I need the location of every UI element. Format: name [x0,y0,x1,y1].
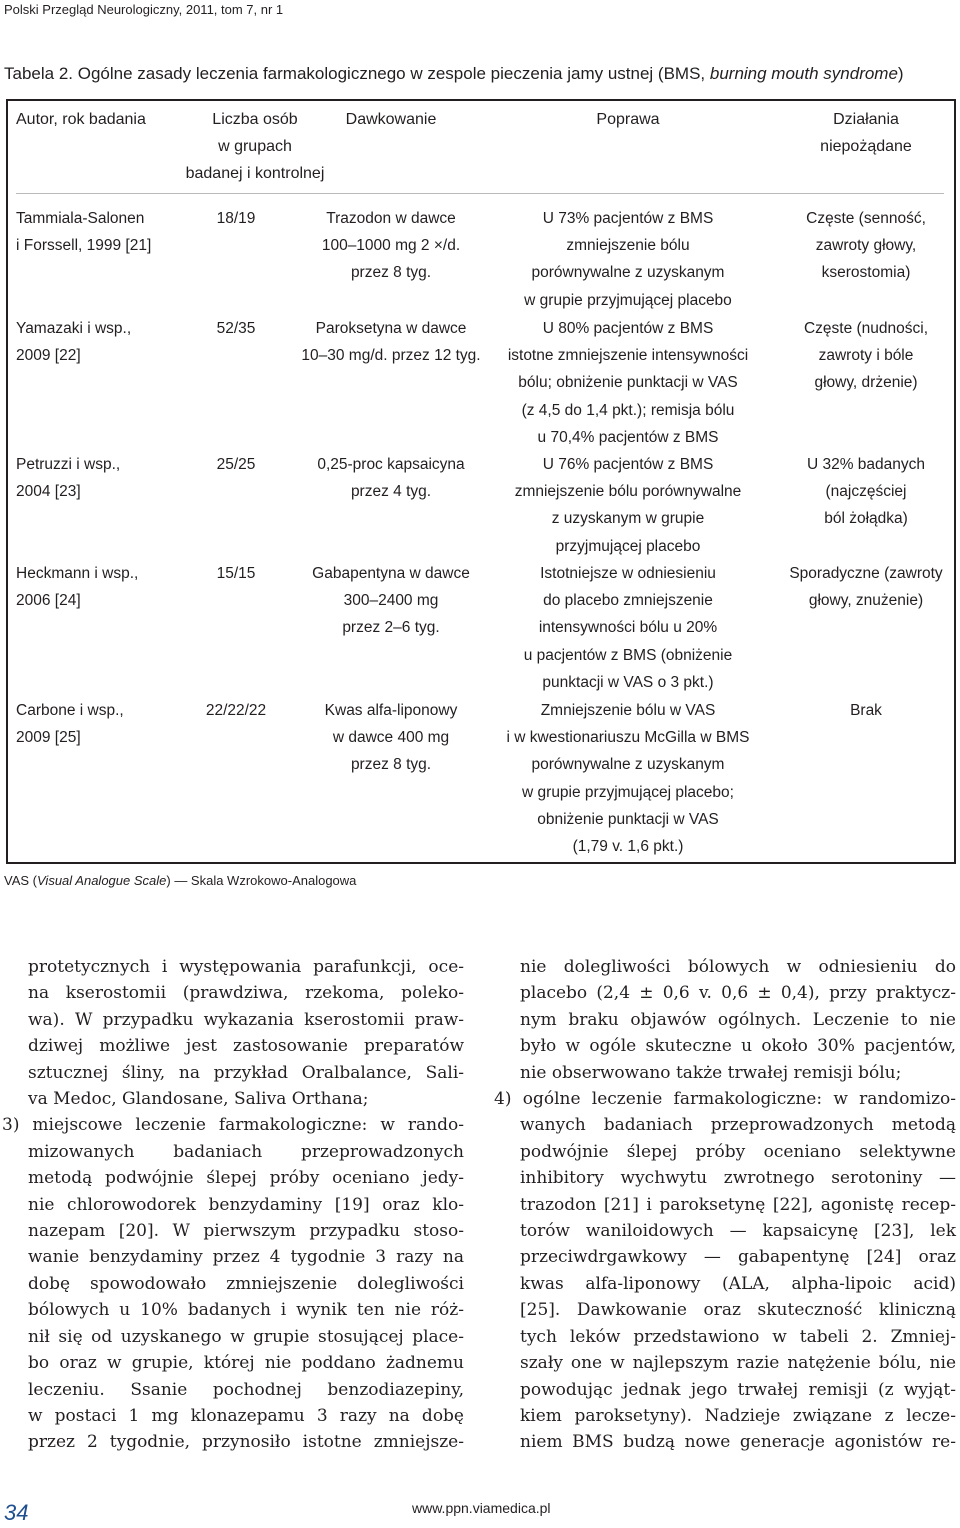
text-line: podwójnie ślepej próby oceniano selektywne [520,1141,956,1162]
footer-url[interactable]: www.ppn.viamedica.pl [412,1500,551,1516]
header-line: Działania [833,111,899,128]
footnote-italic: Visual Analogue Scale [37,873,167,888]
cell-line: Paroksetyna w dawce [315,320,467,337]
cell-line: Częste (nudności, [803,320,929,337]
cell-line: (najczęściej [825,483,907,501]
cell-improvement [488,560,768,696]
text-line: metodą podwójnie ślepej próby oceniano jedy- [28,1168,464,1189]
cell-line: Zmniejszenie bólu w VAS [540,702,716,719]
cell-improvement [488,697,768,860]
cell-side-effects [766,697,960,724]
footnote-post: ) — Skala Wzrokowo-Analogowa [166,873,357,888]
cell-line: Trazodon w dawce [326,210,456,227]
cell-line: 15/15 [216,565,256,582]
cell-line: porównywalne z uzyskanym [531,264,725,282]
cell-line: przyjmującej placebo [555,537,701,555]
cell-author [16,560,138,614]
cell-line: 300–2400 mg [343,592,439,610]
text-line: kiem paroksetyny). Nadzieje związane z lecze- [520,1405,956,1426]
cell-author [16,697,124,751]
header-line: niepożądane [820,138,912,155]
text-line: 4) ogólne leczenie farmakologiczne: w randomizo- [494,1089,956,1110]
caption-italic: burning mouth syndrome [709,64,898,83]
cell-line: 2009 [25] [16,729,81,747]
cell-line: i w kwestionariuszu McGilla w BMS [506,729,750,747]
text-line: trazodon [21] i paroksetynę [22], agonistę recep- [520,1194,956,1215]
cell-dose [296,315,486,369]
caption-suffix: ) [897,64,904,83]
cell-author [16,451,120,505]
text-line: kwas alfa-liponowy (ALA, alpha-lipoic acid) [520,1273,956,1294]
cell-line: zmniejszenie bólu porównywalne [514,483,742,501]
cell-line: przez 2–6 tyg. [342,619,440,637]
header-improvement [488,106,768,133]
cell-line: 0,25-proc kapsaicyna [317,456,465,473]
cell-line: U 76% pacjentów z BMS [542,456,714,473]
text-line: placebo (2,4 ± 0,6 v. 0,6 ± 0,4), przy praktycz- [520,983,956,1004]
text-line: wanie benzydaminy przez 4 tygodnie 3 razy na [28,1247,464,1268]
cell-line: intensywności bólu u 20% [538,619,718,637]
cell-line: zawroty głowy, [815,237,917,255]
table-caption [4,64,904,84]
text-line: wa). W przypadku wykazania kserostomii praw- [28,1009,464,1030]
text-line: niem BMS budzą nowe generacje agonistów re- [520,1432,956,1453]
table-header-rule [16,193,944,194]
text-line: nił się od uzyskanego w grupie stosującej place- [28,1326,464,1347]
cell-side-effects [766,205,960,287]
cell-line: Sporadyczne (zawroty [789,565,943,582]
text-line: protetycznych i występowania parafunkcji, oce- [28,957,464,977]
body-column-right [494,954,956,1456]
cell-line: Yamazaki i wsp., [16,320,132,337]
cell-line: Carbone i wsp., [16,702,124,719]
cell-side-effects [766,560,960,614]
header-line: w grupach [218,138,292,155]
cell-line: 2004 [23] [16,483,81,501]
cell-line: Brak [850,702,882,719]
text-line: nym braku objawów ogólnych. Leczenie to nie [520,1009,956,1030]
cell-line: 100–1000 mg 2 ×/d. [321,237,461,255]
text-line: szały one w najlepszym razie natężenie bólu, nie [520,1353,956,1374]
text-line: nie chlorowodorek benzydaminy [19] oraz klo- [28,1194,464,1215]
cell-dose [296,451,486,505]
text-line: nazepam [20]. W pierwszym przypadku stoso- [28,1221,464,1242]
cell-line: przez 8 tyg. [350,756,432,774]
cell-line: Częste (senność, [806,210,926,227]
cell-line: U 73% pacjentów z BMS [542,210,714,227]
table-footnote [4,873,356,888]
text-line: wanych badaniach przeprowadzonych metodą [520,1115,956,1136]
cell-line: Tammiala-Salonen [16,210,145,227]
text-line: bo oraz w grupie, której nie poddano żadnemu [28,1353,464,1374]
header-line: Dawkowanie [345,111,437,128]
cell-group [182,205,290,232]
cell-line: 18/19 [216,210,256,227]
cell-line: do placebo zmniejszenie [543,592,713,610]
text-line: torów waniloidowych — kapsaicynę [23], lek [520,1221,956,1242]
text-line: [25]. Dawkowanie oraz skuteczność kliniczną [520,1300,956,1321]
cell-line: Istotniejsze w odniesieniu [540,565,716,582]
header-dose [296,106,486,133]
cell-dose [296,560,486,642]
cell-group [182,697,290,724]
cell-line: Heckmann i wsp., [16,565,139,582]
cell-group [182,560,290,587]
cell-line: (1,79 v. 1,6 pkt.) [572,838,684,856]
text-line: dobę spowodowało zmniejszenie dolegliwości [28,1273,464,1294]
cell-line: 2009 [22] [16,347,81,365]
cell-side-effects [766,451,960,533]
text-line: nie dolegliwości bólowych w odniesieniu do [520,957,956,977]
cell-line: przez 8 tyg. [350,264,432,282]
cell-line: (z 4,5 do 1,4 pkt.); remisja bólu [521,401,735,419]
text-line: tych leków przedstawiono w tabeli 2. Zmniej- [520,1326,956,1347]
cell-author [16,315,131,369]
cell-author [16,205,151,259]
text-line: bólowych u 10% badanych i wynik ten nie róż- [28,1300,464,1321]
text-line: dziwej możliwe jest zastosowanie preparatów [28,1036,464,1057]
header-line: Poprawa [596,111,660,128]
text-line: 3) miejscowe leczenie farmakologiczne: w rando- [2,1115,464,1136]
cell-line: zmniejszenie bólu [566,237,690,255]
cell-group [182,315,290,342]
header-author [16,106,146,133]
text-line: na kserostomii (prawdziwa, rzekoma, poleko- [28,983,464,1004]
cell-line: 2006 [24] [16,592,81,610]
text-line: w postaci 1 mg klonazepamu 3 razy na dobę [28,1405,464,1426]
cell-line: 25/25 [216,456,256,473]
header-line: Autor, rok badania [16,111,146,128]
header-line: badanej i kontrolnej [185,165,325,182]
cell-improvement [488,205,768,314]
cell-side-effects [766,315,960,397]
text-line: inhibitory wychwytu zwrotnego serotoniny — [520,1168,956,1189]
cell-line: porównywalne z uzyskanym [531,756,725,774]
running-header: Polski Przegląd Neurologiczny, 2011, tom 7, nr 1 [4,2,284,17]
cell-line: u pacjentów z BMS (obniżenie [523,646,733,664]
cell-line: kserostomia) [821,264,911,282]
cell-line: U 80% pacjentów z BMS [542,320,714,337]
footnote-pre: VAS ( [4,873,37,888]
cell-dose [296,697,486,779]
text-line: va Medoc, Glandosane, Saliva Orthana; [28,1089,369,1110]
cell-line: i Forssell, 1999 [21] [16,237,152,255]
cell-line: U 32% badanych [806,456,926,473]
cell-line: głowy, znużenie) [808,592,924,610]
cell-line: w grupie przyjmującej placebo; [522,783,734,801]
page-number: 34 [4,1500,29,1525]
cell-line: 52/35 [216,320,256,337]
text-line: przez 2 tygodnie, przynosiło istotne zmniejsze- [28,1432,464,1453]
cell-line: punktacji w VAS o 3 pkt.) [542,673,714,691]
cell-line: 10–30 mg/d. przez 12 tyg. [301,347,481,365]
cell-line: 22/22/22 [205,702,267,719]
text-line: nie obserwowano także trwałej remisji bólu; [520,1062,902,1083]
cell-line: bólu; obniżenie punktacji w VAS [518,374,738,392]
cell-group [182,451,290,478]
text-line: przeciwdrgawkowy — gabapentynę [24] oraz [520,1247,956,1268]
cell-line: przez 4 tyg. [350,483,432,501]
cell-line: zawroty i bóle [818,347,914,365]
text-line: mizowanych badaniach przeprowadzonych [28,1141,464,1162]
cell-line: Petruzzi i wsp., [16,456,121,473]
header-line: Liczba osób [212,111,298,128]
cell-line: głowy, drżenie) [814,374,918,392]
header-side-effects [766,106,960,160]
text-line: sztucznej śliny, na przykład Oralbalance, Sali- [28,1062,464,1083]
text-line: powodując jednak jego trwałej remisji (z wyjąt- [520,1379,956,1400]
caption-prefix: Tabela 2. Ogólne zasady leczenia farmakologicznego w zespole pieczenia jamy ustnej (BMS, [4,64,710,83]
cell-line: ból żołądka) [824,510,908,528]
body-column-left [2,954,464,1456]
cell-line: Kwas alfa-liponowy [324,702,458,719]
text-line: było w ogóle skuteczne u około 30% pacjentów, [520,1036,956,1057]
cell-line: istotne zmniejszenie intensywności [507,347,749,365]
cell-improvement [488,315,768,451]
cell-line: w grupie przyjmującej placebo [524,291,732,309]
cell-line: obniżenie punktacji w VAS [537,810,719,828]
text-line: leczeniu. Ssanie pochodnej benzodiazepiny, [28,1379,464,1400]
cell-line: z uzyskanym w grupie [551,510,705,528]
cell-line: w dawce 400 mg [332,729,450,747]
cell-line: Gabapentyna w dawce [312,565,470,582]
cell-line: u 70,4% pacjentów z BMS [537,428,719,446]
cell-dose [296,205,486,287]
cell-improvement [488,451,768,560]
